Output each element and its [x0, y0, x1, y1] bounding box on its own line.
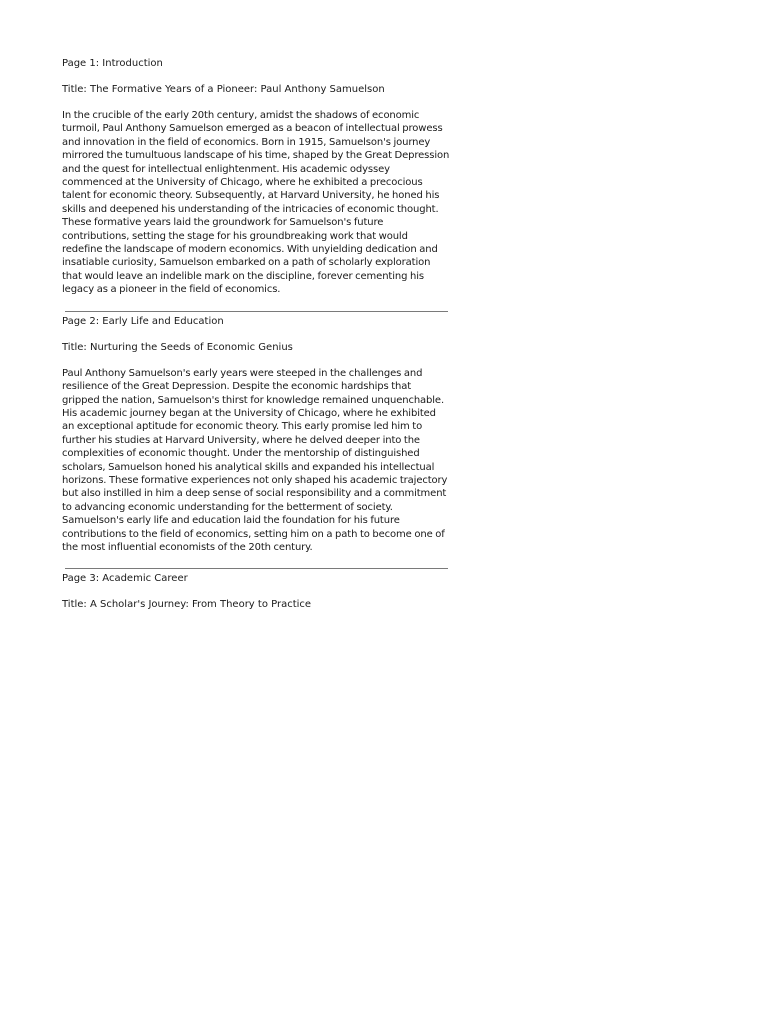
section-body: In the crucible of the early 20th century, amidst the shadows of economic turmoil, Paul Anthony Samuelson emerged as a beacon of intellectual prowess and innovation in the field of economics. Born in 1915, Samuelson's journey mirrored the tumultuous landscape of his time, shaped by the Great Depression and the quest for intellectual enlightenment. His academic odyssey commenced at the University of Chicago, where he exhibited a precocious talent for economic theory. Subsequently, at Harvard University, he honed his skills and deepened his understanding of the intricacies of economic thought. These formative years laid the groundwork for Samuelson's future contributions, setting the stage for his groundbreaking work that would redefine the landscape of modern economics. With unyielding dedication and insatiable curiosity, Samuelson embarked on a path of scholarly exploration that would leave an indelible mark on the discipline, forever cementing his legacy as a pioneer in the field of economics.	[62, 110, 450, 296]
section-title: Title: The Formative Years of a Pioneer: Paul Anthony Samuelson	[62, 84, 385, 95]
section-divider	[65, 311, 448, 312]
section-title: Title: Nurturing the Seeds of Economic Genius	[62, 341, 293, 353]
section-introduction	[62, 57, 450, 297]
section-academic-career	[62, 572, 450, 611]
document-page	[62, 57, 450, 611]
section-title: Title: A Scholar's Journey: From Theory to Practice	[62, 599, 312, 611]
section-heading: Page 3: Academic Career	[62, 573, 188, 585]
section-divider	[65, 568, 448, 569]
section-early-life	[62, 315, 450, 555]
section-body: Paul Anthony Samuelson's early years were steeped in the challenges and resilience of the Great Depression. Despite the economic hardships that gripped the nation, Samuelson's thirst for knowledge remained unquenchable. His academic journey began at the University of Chicago, where he exhibited an exceptional aptitude for economic theory. This early promise led him to further his studies at Harvard University, where he delved deeper into the complexities of economic thought. Under the mentorship of distinguished scholars, Samuelson honed his analytical skills and expanded his intellectual horizons. These formative experiences not only shaped his academic trajectory but also instilled in him a deep sense of social responsibility and a commitment to advancing economic understanding for the betterment of society. Samuelson's early life and education laid the foundation for his future contributions to the field of economics, setting him on a path to become one of the most influential economists of the 20th century.	[62, 367, 448, 553]
section-heading: Page 2: Early Life and Education	[62, 315, 224, 327]
section-heading: Page 1: Introduction	[62, 58, 163, 69]
